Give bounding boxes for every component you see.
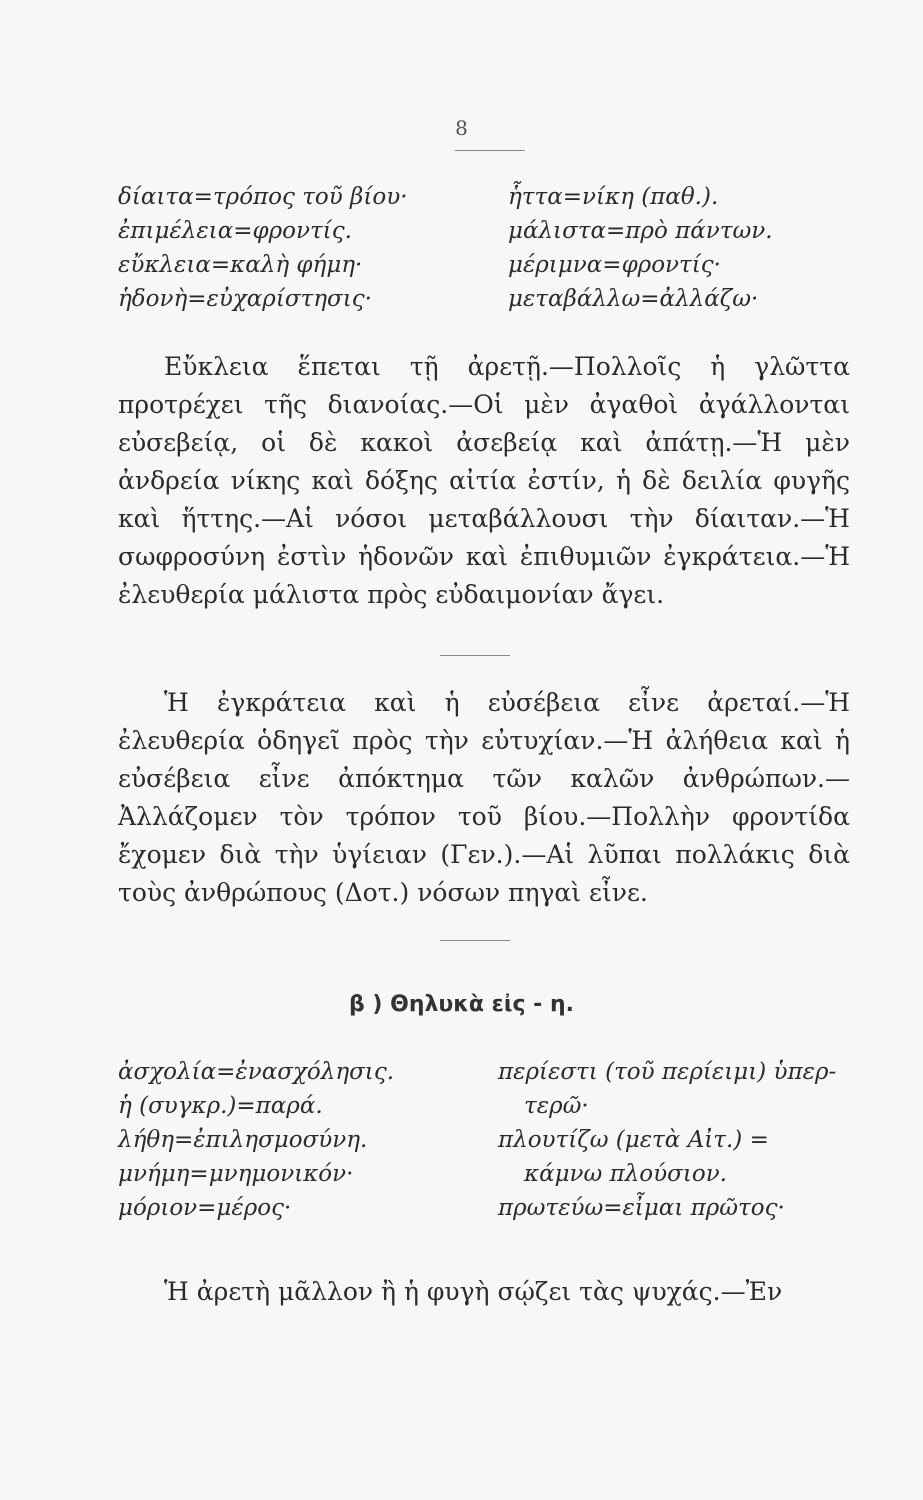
- vocabulary-entry: μεταβάλλω=ἀλλάζω·: [508, 286, 759, 312]
- vocabulary-entry: ἀσχολία=ἐνασχόλησις.: [118, 1059, 395, 1085]
- page-number-rule: [455, 150, 525, 151]
- section-divider: [440, 655, 510, 656]
- vocabulary-entry: πλουτίζω (μετὰ Αἰτ.) =: [498, 1127, 769, 1153]
- exercise-paragraph-1: Εὔκλεια ἕπεται τῇ ἀρετῇ.—Πολλοῖς ἡ γλῶττα προτρέχει τῆς διανοίας.—Οἱ μὲν ἀγαθοὶ ἀγάλλονται εὐσεβείᾳ, οἱ δὲ κακοὶ ἀσεβείᾳ καὶ ἀπάτῃ.—Ἡ μὲν ἀνδρεία νίκης καὶ δόξης αἰτία ἐστίν, ἡ δὲ δειλία φυγῆς καὶ ἥττης.—Αἱ νόσοι μεταβάλλουσι τὴν δίαιταν.—Ἡ σωφροσύνη ἐστὶν ἡδονῶν καὶ ἐπιθυμιῶν ἐγκράτεια.—Ἡ ἐλευθερία μάλιστα πρὸς εὐδαιμονίαν ἄγει.: [118, 352, 850, 609]
- vocabulary-column-left: [118, 180, 408, 316]
- exercise-paragraph-3: Ἡ ἀρετὴ μᾶλλον ἢ ἡ φυγὴ σῴζει τὰς ψυχάς.—Ἐν: [164, 1277, 783, 1306]
- vocabulary-entry: μάλιστα=πρὸ πάντων.: [508, 218, 773, 244]
- vocabulary-entry: πρωτεύω=εἶμαι πρῶτος·: [498, 1195, 785, 1221]
- vocabulary-entry: λήθη=ἐπιλησμοσύνη.: [118, 1127, 368, 1153]
- vocabulary-list-1: [118, 180, 838, 316]
- vocabulary-column-right: [498, 1055, 838, 1225]
- vocabulary-entry: εὔκλεια=καλὴ φήμη·: [118, 252, 363, 278]
- vocabulary-entry: δίαιτα=τρόπος τοῦ βίου·: [118, 184, 408, 210]
- vocabulary-entry: τερῶ·: [524, 1093, 589, 1119]
- vocabulary-entry: ἧττα=νίκη (παθ.).: [508, 184, 719, 210]
- vocabulary-entry: μνήμη=μνημονικόν·: [118, 1161, 354, 1187]
- vocabulary-entry: μόριον=μέρος·: [118, 1195, 292, 1221]
- vocabulary-entry: περίεστι (τοῦ περίειμι) ὑπερ-: [498, 1059, 837, 1085]
- vocabulary-entry: κάμνω πλούσιον.: [524, 1161, 727, 1187]
- vocabulary-column-right: [508, 180, 838, 316]
- section-divider: [440, 940, 510, 941]
- vocabulary-entry: μέριμνα=φροντίς·: [508, 252, 721, 278]
- vocabulary-entry: ἡδονὴ=εὐχαρίστησις·: [118, 286, 372, 312]
- vocabulary-list-2: [118, 1055, 838, 1225]
- page-number: 8: [455, 116, 468, 140]
- vocabulary-entry: ἐπιμέλεια=φροντίς.: [118, 218, 352, 244]
- section-heading: β ) Θηλυκὰ εἰς - η.: [349, 992, 574, 1017]
- exercise-paragraph-2: Ἡ ἐγκράτεια καὶ ἡ εὐσέβεια εἶνε ἀρεταί.—Ἡ ἐλευθερία ὁδηγεῖ πρὸς τὴν εὐτυχίαν.—Ἡ ἀλήθεια καὶ ἡ εὐσέβεια εἶνε ἀπόκτημα τῶν καλῶν ἀνθρώπων.—Ἀλλάζομεν τὸν τρόπον τοῦ βίου.—Πολλὴν φροντίδα ἔχομεν διὰ τὴν ὑγίειαν (Γεν.).—Αἱ λῦπαι πολλάκις διὰ τοὺς ἀνθρώπους (Δοτ.) νόσων πηγαὶ εἶνε.: [118, 688, 850, 907]
- vocabulary-entry: ἡ (συγκρ.)=παρά.: [118, 1093, 323, 1119]
- vocabulary-column-left: [118, 1055, 394, 1225]
